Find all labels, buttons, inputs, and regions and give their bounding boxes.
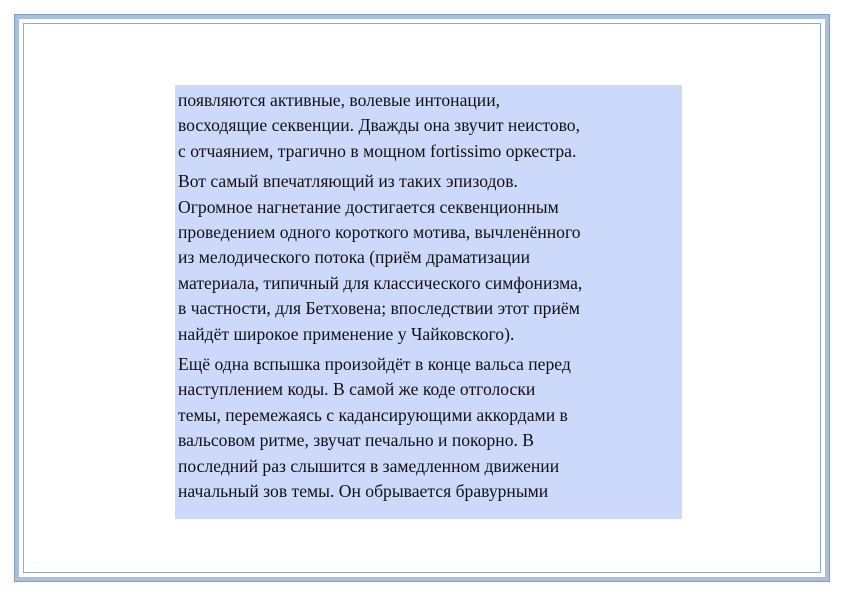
text-line: наступлением коды. В самой же коде отголоски [178, 379, 536, 400]
text-line: с отчаянием, трагично в мощном fortissimo оркестра. [178, 140, 577, 161]
text-line: начальный зов темы. Он обрывается бравурными [178, 481, 549, 502]
text-line: Огромное нагнетание достигается секвенционным [178, 196, 559, 217]
text-line: в частности, для Бетховена; впоследствии этот приём [178, 298, 580, 319]
text-line: Ещё одна вспышка произойдёт в конце вальса перед [178, 354, 571, 375]
paragraph-2 [178, 169, 679, 347]
text-line: темы, перемежаясь с кадансирующими аккордами в [178, 404, 568, 425]
text-line: появляются активные, волевые интонации, [178, 90, 501, 110]
text-block [175, 85, 682, 519]
text-line: найдёт широкое применение у Чайковского). [178, 323, 515, 344]
text-line: из мелодического потока (приём драматизации [178, 247, 531, 268]
text-line: проведением одного короткого мотива, вычленённого [178, 222, 581, 243]
text-line: восходящие секвенции. Дважды она звучит неистово, [178, 115, 581, 136]
text-line: Вот самый впечатляющий из таких эпизодов. [178, 171, 518, 192]
text-line: вальсовом ритме, звучат печально и покорно. В [178, 430, 535, 451]
text-line: последний раз слышится в замедленном движении [178, 455, 560, 476]
text-line: материала, типичный для классического симфонизма, [178, 272, 583, 293]
paragraph-1 [178, 88, 679, 164]
paragraph-3 [178, 352, 679, 504]
